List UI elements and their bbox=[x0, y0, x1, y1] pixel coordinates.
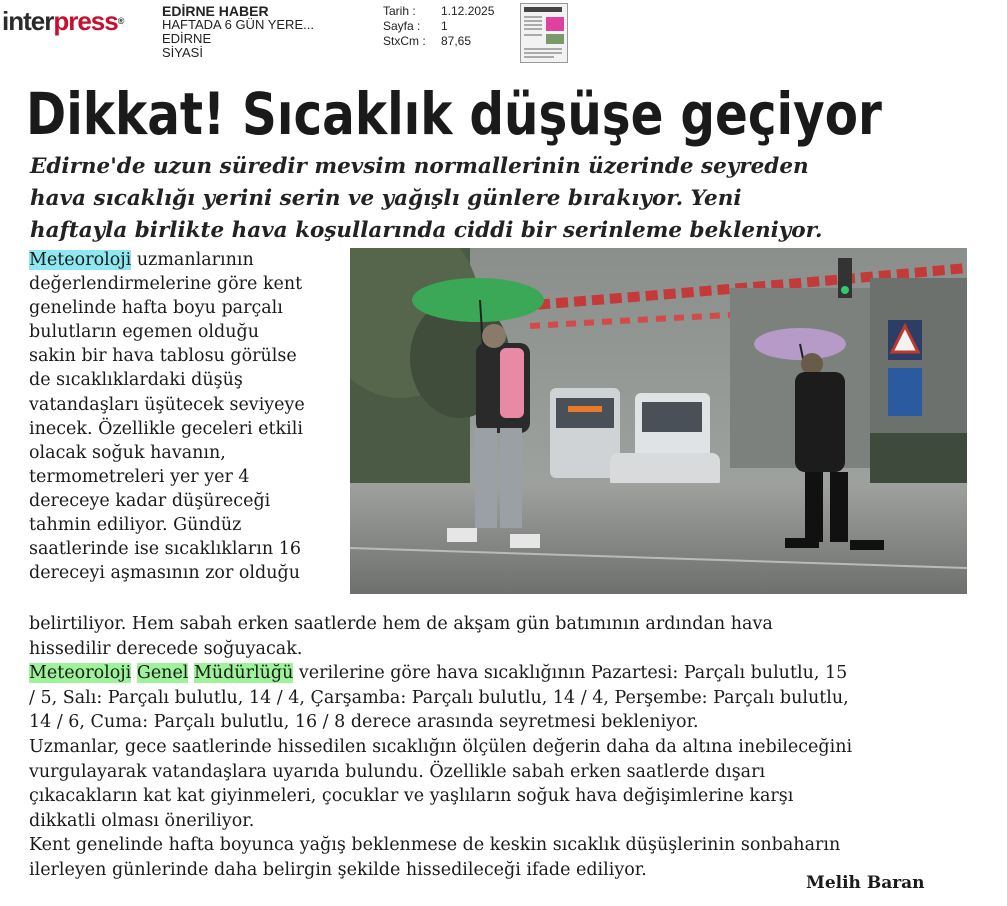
spot-line: Edirne'de uzun süredir mevsim normallerinin üzerinde seyreden bbox=[30, 154, 809, 179]
body-line: vatandaşları üşütecek seviyeye bbox=[29, 394, 305, 415]
interpress-logo: interpress® bbox=[2, 6, 124, 36]
page-thumbnail[interactable] bbox=[520, 3, 568, 63]
keyword-highlight: Meteoroloji bbox=[29, 250, 132, 270]
spot-line: hava sıcaklığı yerini serin ve yağışlı günlere bırakıyor. Yeni bbox=[30, 186, 742, 211]
body-line: termometreleri yer yer 4 bbox=[29, 466, 250, 487]
body-line: genelinde hafta boyu parçalı bbox=[29, 298, 283, 319]
body-line: dereceyi aşmasının zor olduğu bbox=[29, 563, 300, 584]
clipping-category: SİYASİ bbox=[162, 45, 203, 60]
body-line: hissedilir derecede soğuyacak. bbox=[29, 638, 303, 659]
outlet-name: EDİRNE HABER bbox=[162, 3, 269, 19]
body-line: Uzmanlar, gece saatlerinde hissedilen sıcaklığın ölçülen değerin daha da altına inebileceğini bbox=[29, 736, 853, 757]
clipping-info bbox=[162, 4, 314, 60]
body-line: dereceye kadar düşüreceği bbox=[29, 490, 271, 511]
body-line: belirtiliyor. Hem sabah erken saatlerde hem de akşam gün batımının ardından hava bbox=[29, 614, 773, 634]
body-line: Kent genelinde hafta boyunca yağış beklenmese de keskin sıcaklık düşüşlerinin sonbaharın bbox=[29, 835, 841, 856]
keyword-highlight: Genel bbox=[136, 663, 189, 684]
clipping-summary: HAFTADA 6 GÜN YERE... bbox=[162, 17, 314, 32]
date-value: 1.12.2025 bbox=[441, 4, 495, 18]
body-line: çıkacakların kat kat giyinmeleri, çocuklar ve yaşlıların soğuk hava değişimlerine karşı bbox=[29, 786, 794, 807]
keyword-highlight: Müdürlüğü bbox=[193, 663, 294, 684]
article-spot bbox=[30, 151, 975, 247]
body-line: vurgulayarak vatandaşlara uyarıda bulundu. Özellikle sabah erken saatlerde dışarı bbox=[29, 761, 766, 782]
body-line: olacak soğuk havanın, bbox=[29, 442, 226, 463]
body-line: Meteoroloji Genel Müdürlüğü verilerine göre hava sıcaklığının Pazartesi: Parçalı bulutlu, 15 bbox=[29, 663, 848, 684]
body-line: sakin bir hava tablosu görülse bbox=[29, 346, 297, 367]
stxcm-value: 87,65 bbox=[441, 34, 472, 48]
spot-line: haftayla birlikte hava koşullarında ciddi bir serinleme bekleniyor. bbox=[30, 218, 823, 243]
date-label: Tarih : bbox=[383, 4, 416, 18]
body-line: ilerleyen günlerinde daha belirgin şekilde hissedileceği ifade ediliyor. bbox=[29, 859, 647, 880]
article-headline: Dikkat! Sıcaklık düşüşe geçiyor bbox=[26, 80, 882, 148]
keyword-highlight: Meteoroloji bbox=[29, 663, 132, 684]
page-label: Sayfa : bbox=[383, 19, 421, 33]
clipping-city: EDİRNE bbox=[162, 31, 212, 46]
body-line: Meteoroloji uzmanlarının bbox=[29, 250, 254, 270]
body-line: dikkatli olması öneriliyor. bbox=[29, 810, 255, 831]
page-value: 1 bbox=[441, 19, 448, 33]
body-line: saatlerinde ise sıcaklıkların 16 bbox=[29, 539, 301, 560]
body-line: tahmin ediliyor. Gündüz bbox=[29, 515, 242, 536]
body-line: / 5, Salı: Parçalı bulutlu, 14 / 4, Çarşamba: Parçalı bulutlu, 14 / 4, Perşembe: Parçalı bulutlu, bbox=[29, 687, 849, 708]
body-line: 14 / 6, Cuma: Parçalı bulutlu, 16 / 8 derece arasında seyretmesi bekleniyor. bbox=[29, 712, 699, 733]
body-line: bulutların egemen olduğu bbox=[29, 322, 259, 343]
clipping-meta bbox=[383, 4, 494, 49]
body-line: inecek. Özellikle geceleri etkili bbox=[29, 418, 303, 439]
article-body-column bbox=[29, 248, 969, 585]
stxcm-label: StxCm : bbox=[383, 34, 426, 48]
article-author: Melih Baran bbox=[806, 873, 925, 893]
article-body-full bbox=[29, 612, 969, 883]
body-line: değerlendirmelerine göre kent bbox=[29, 274, 303, 295]
body-line: de sıcaklıklardaki düşüş bbox=[29, 370, 243, 391]
